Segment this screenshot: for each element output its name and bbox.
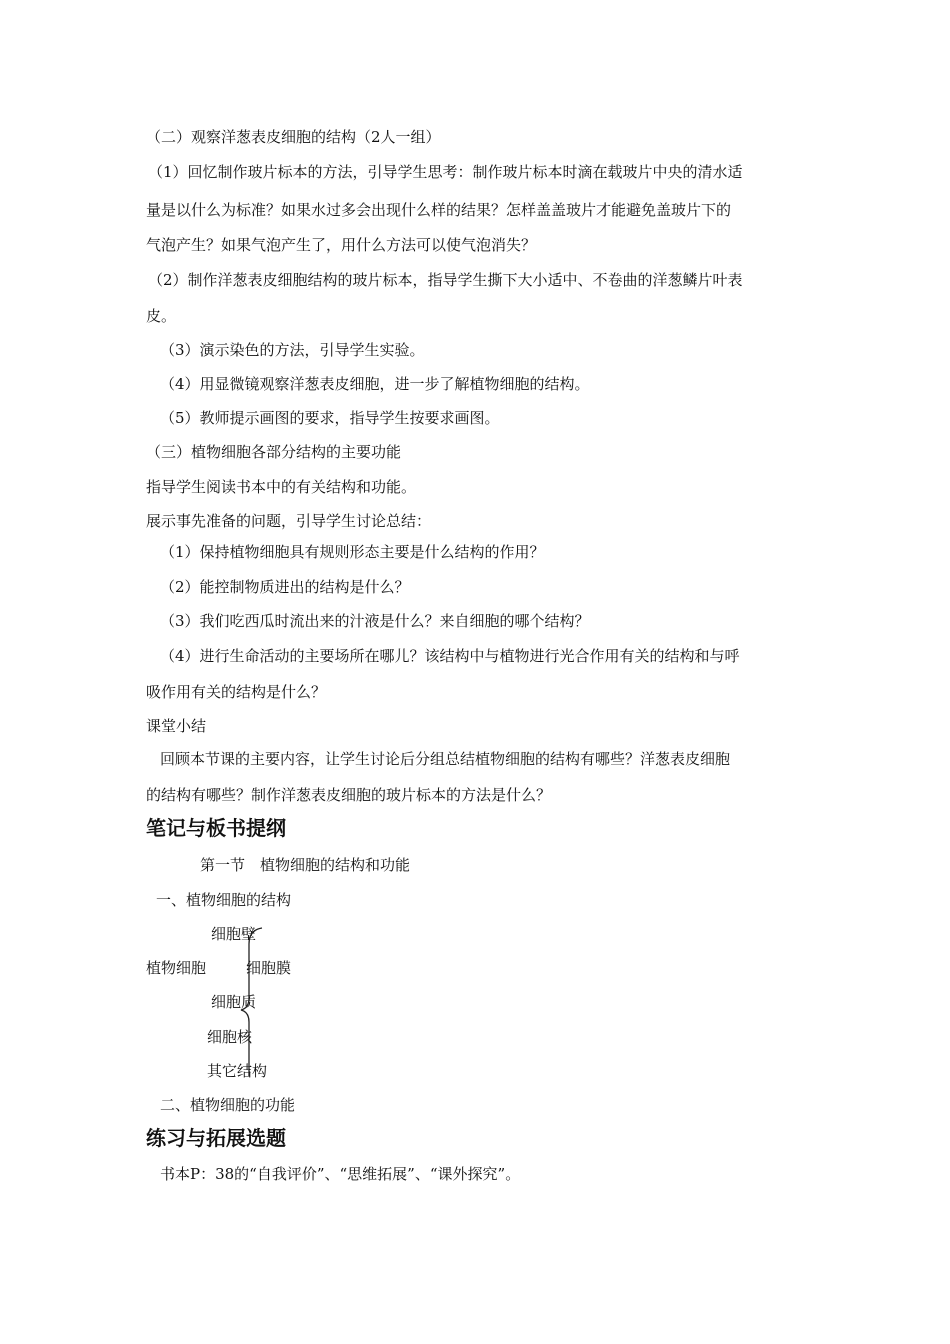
summary-line2: 的结构有哪些？制作洋葱表皮细胞的玻片标本的方法是什么？ xyxy=(146,786,552,804)
section3-q4-line2: 吸作用有关的结构是什么？ xyxy=(146,683,327,701)
diagram-branch-other: 其它结构 xyxy=(207,1062,268,1080)
section2-item5: （5）教师提示画图的要求，指导学生按要求画图。 xyxy=(160,409,500,427)
section3-q1: （1）保持植物细胞具有规则形态主要是什么结构的作用？ xyxy=(160,543,545,561)
practice-line1: 书本P：38的“自我评价”、“思维拓展”、“课外探究”。 xyxy=(160,1165,521,1183)
section2-item4: （4）用显微镜观察洋葱表皮细胞，进一步了解植物细胞的结构。 xyxy=(160,375,590,393)
diagram-branch-cell-wall: 细胞壁 xyxy=(211,925,257,943)
section3-line1: 指导学生阅读书本中的有关结构和功能。 xyxy=(146,478,417,496)
section3-q4-line1: （4）进行生命活动的主要场所在哪儿？该结构中与植物进行光合作用有关的结构和与呼 xyxy=(160,647,740,665)
practice-heading: 练习与拓展选题 xyxy=(146,1126,286,1150)
notes-heading: 笔记与板书提纲 xyxy=(146,816,286,840)
section2-item1-line2: 量是以什么为标准？如果水过多会出现什么样的结果？怎样盖盖玻片才能避免盖玻片下的 xyxy=(146,201,732,219)
notes-part2: 二、植物细胞的功能 xyxy=(160,1096,296,1114)
section2-heading: （二）观察洋葱表皮细胞的结构（2人一组） xyxy=(146,128,441,146)
section2-item1-line1: （1）回忆制作玻片标本的方法，引导学生思考：制作玻片标本时滴在载玻片中央的清水适 xyxy=(148,163,743,181)
section2-item3: （3）演示染色的方法，引导学生实验。 xyxy=(160,341,425,359)
summary-line1: 回顾本节课的主要内容，让学生讨论后分组总结植物细胞的结构有哪些？洋葱表皮细胞 xyxy=(160,750,731,768)
notes-section-title: 第一节 植物细胞的结构和功能 xyxy=(200,856,411,874)
section2-item1-line3: 气泡产生？如果气泡产生了，用什么方法可以使气泡消失？ xyxy=(146,236,537,254)
section3-q2: （2）能控制物质进出的结构是什么？ xyxy=(160,578,410,596)
summary-title: 课堂小结 xyxy=(146,717,207,735)
section3-q3: （3）我们吃西瓜时流出来的汁液是什么？来自细胞的哪个结构？ xyxy=(160,612,590,630)
diagram-branch-cytoplasm: 细胞质 xyxy=(211,993,257,1011)
diagram-root-label: 植物细胞 xyxy=(146,959,207,977)
section2-item2-line2: 皮。 xyxy=(146,307,177,325)
notes-part1: 一、植物细胞的结构 xyxy=(156,891,292,909)
section3-heading: （三）植物细胞各部分结构的主要功能 xyxy=(146,443,402,461)
section3-line2: 展示事先准备的问题，引导学生讨论总结： xyxy=(146,512,432,530)
diagram-branch-nucleus: 细胞核 xyxy=(207,1028,253,1046)
diagram-branch-cell-membrane: 细胞膜 xyxy=(246,959,292,977)
section2-item2-line1: （2）制作洋葱表皮细胞结构的玻片标本，指导学生撕下大小适中、不卷曲的洋葱鳞片叶表 xyxy=(148,271,743,289)
